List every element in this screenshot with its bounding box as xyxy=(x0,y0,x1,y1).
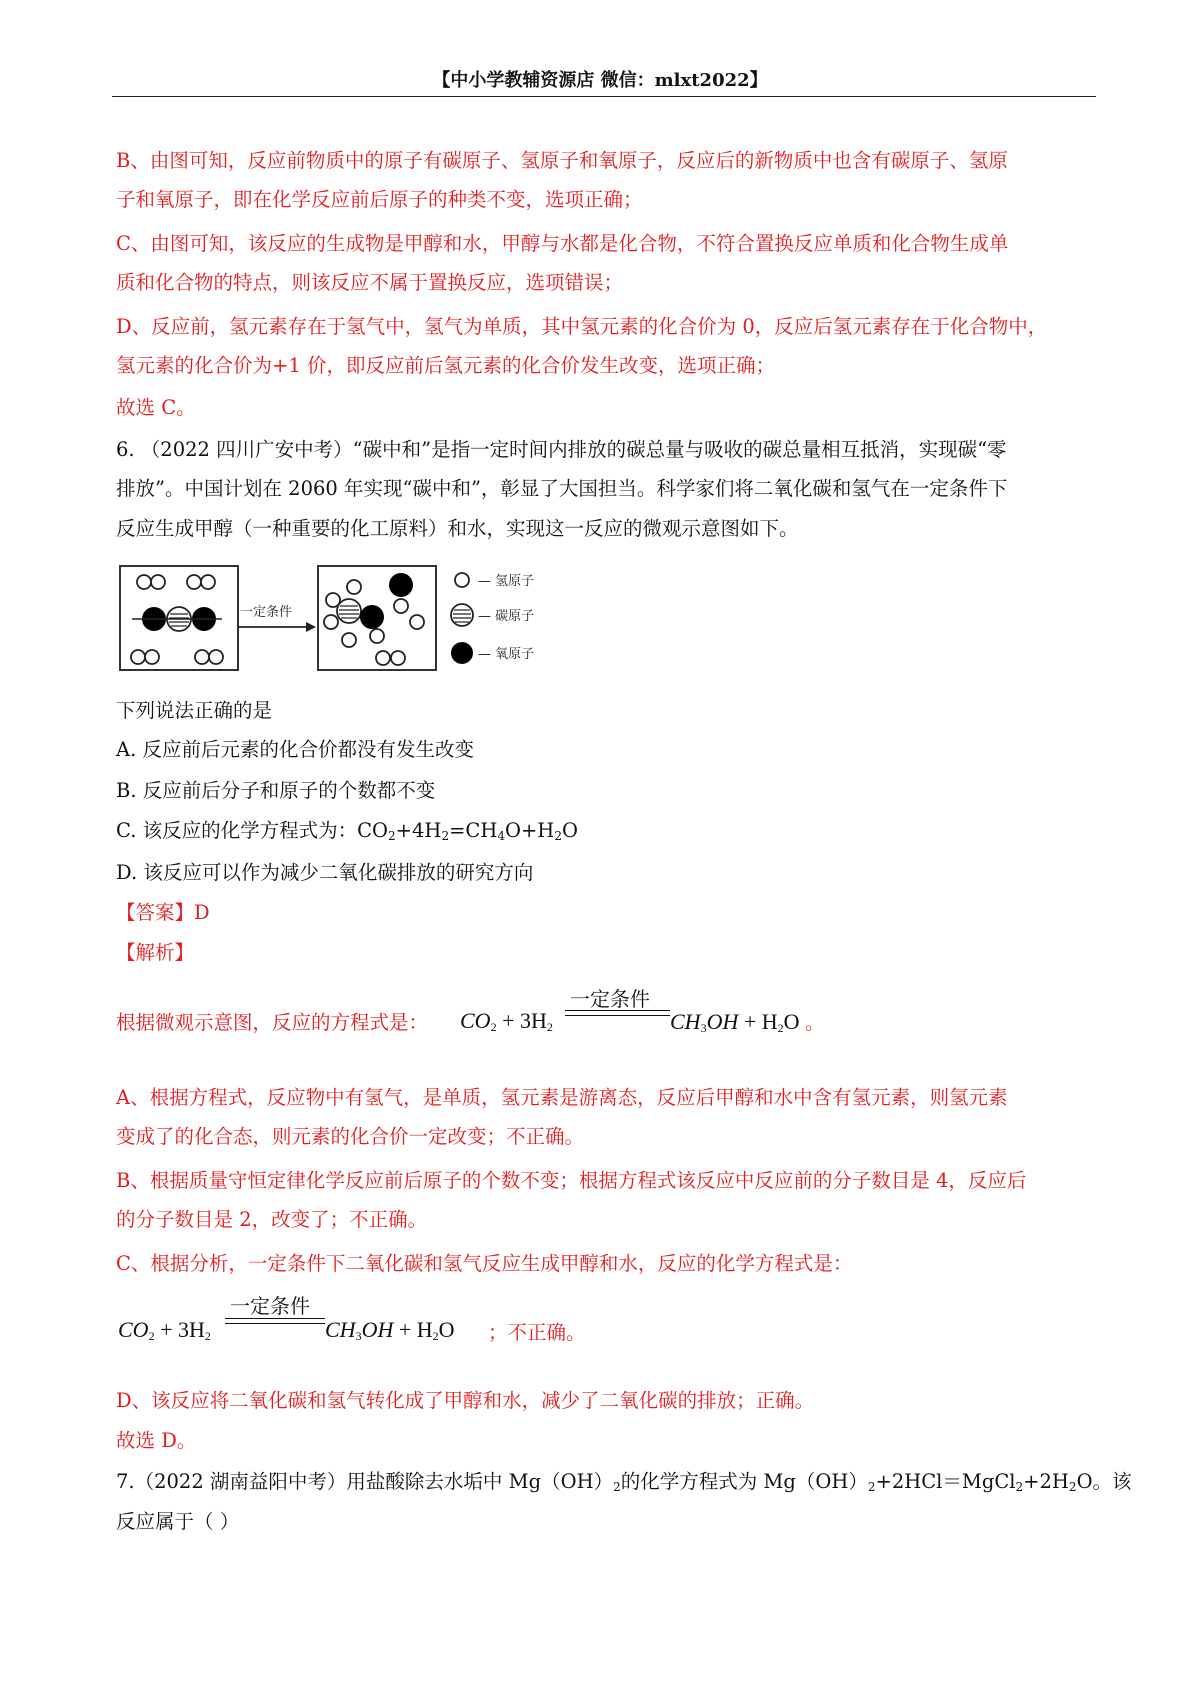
prev-analysis-line: 质和化合物的特点，则该反应不属于置换反应，选项错误； xyxy=(116,271,624,294)
equation-condition: 一定条件 xyxy=(230,1294,310,1318)
hydrogen-atom xyxy=(324,615,338,629)
analysis-line: B、根据质量守恒定律化学反应前后原子的个数不变；根据方程式该反应中反应前的分子数目是 4，反应后 xyxy=(116,1169,1027,1192)
analysis-label: 【解析】 xyxy=(116,941,195,964)
page-header: 【中小学教辅资源店 微信：mlxt2022】 xyxy=(432,70,768,91)
equation-reactants: $CO_2 + 3H_2$ xyxy=(460,1008,553,1034)
hydrogen-atom xyxy=(187,575,201,589)
option-c-verdict: ；不正确。 xyxy=(488,1321,586,1344)
reaction-micro-diagram xyxy=(118,560,608,675)
analysis-line: A、根据方程式，反应物中有氢气，是单质，氢元素是游离态，反应后甲醇和水中含有氢元素，则氢元素 xyxy=(116,1086,1008,1109)
hydrogen-atom xyxy=(151,575,165,589)
question-6-stem: 排放”。中国计划在 2060 年实现“碳中和”，彰显了大国担当。科学家们将二氧化碳和氢气在一定条件下 xyxy=(116,477,1008,500)
hydrogen-atom xyxy=(195,650,209,664)
question-6-stem: 6. （2022 四川广安中考）“碳中和”是指一定时间内排放的碳总量与吸收的碳总量相互抵消，实现碳“零 xyxy=(116,438,1007,461)
prev-analysis-line: 子和氧原子，即在化学反应前后原子的种类不变，选项正确； xyxy=(116,188,643,211)
equation-products: $CH_3OH + H_2O$ 。 xyxy=(670,1009,825,1035)
legend-hydrogen-icon xyxy=(455,573,469,587)
carbon-atom xyxy=(337,599,361,623)
equation-reactants: $CO_2 + 3H_2$ xyxy=(118,1317,211,1343)
answer-label: 【答案】 xyxy=(116,901,195,924)
analysis-d-line: D、该反应将二氧化碳和氢气转化成了甲醇和水，减少了二氧化碳的排放；正确。 xyxy=(116,1389,815,1412)
equation-double-line xyxy=(565,1010,670,1016)
analysis-line: 的分子数目是 2，改变了；不正确。 xyxy=(116,1208,428,1231)
arrow-condition: 一定条件 xyxy=(240,605,293,620)
answer-line xyxy=(116,900,210,926)
equation-condition: 一定条件 xyxy=(570,987,650,1011)
prev-analysis-line: C、由图可知，该反应的生成物是甲醇和水，甲醇与水都是化合物，不符合置换反应单质和化合物生成单 xyxy=(116,232,1009,255)
question-7-stem: 反应属于（ ） xyxy=(116,1510,240,1533)
question-6-stem: 反应生成甲醇（一种重要的化工原料）和水，实现这一反应的微观示意图如下。 xyxy=(116,517,799,540)
analysis-line: C、根据分析，一定条件下二氧化碳和氢气反应生成甲醇和水，反应的化学方程式是： xyxy=(116,1252,853,1275)
hydrogen-atom xyxy=(342,633,356,647)
header-divider xyxy=(112,96,1096,97)
legend-hydrogen-label: — 氢原子 xyxy=(478,574,535,589)
legend-carbon-icon xyxy=(451,604,473,626)
hydrogen-atom xyxy=(370,629,384,643)
analysis-intro: 根据微观示意图，反应的方程式是： xyxy=(116,1011,429,1034)
equation-products: $CH_3OH + H_2O$ xyxy=(325,1317,455,1343)
hydrogen-atom xyxy=(394,599,408,613)
hydrogen-atom xyxy=(145,650,159,664)
option-d: D. 该反应可以作为减少二氧化碳排放的研究方向 xyxy=(116,861,534,884)
option-a: A. 反应前后元素的化合价都没有发生改变 xyxy=(116,738,474,761)
prev-analysis-line: 氢元素的化合价为+1 价，即反应前后氢元素的化合价发生改变，选项正确； xyxy=(116,354,775,377)
oxygen-atom xyxy=(389,573,413,597)
prev-conclusion: 故选 C。 xyxy=(116,396,196,419)
question-7-stem: 7.（2022 湖南益阳中考）用盐酸除去水垢中 $Mg(OH)_2$的化学方程式为 $Mg(OH)_2+2HCl=MgCl_2+2H_2O$。该 xyxy=(116,1470,1132,1494)
hydrogen-atom xyxy=(391,651,405,665)
hydrogen-atom xyxy=(376,651,390,665)
equation-double-line xyxy=(225,1318,325,1324)
hydrogen-atom xyxy=(410,615,424,629)
analysis-line: 变成了的化合态，则元素的化合价一定改变；不正确。 xyxy=(116,1125,585,1148)
option-c: C. 该反应的化学方程式为：$CO_2+4H_2=CH_4O+H_2O$ xyxy=(116,819,578,843)
legend-oxygen-icon xyxy=(451,642,473,664)
hydrogen-atom xyxy=(209,650,223,664)
question-6-prompt: 下列说法正确的是 xyxy=(116,699,273,722)
hydrogen-atom xyxy=(201,575,215,589)
q6-conclusion: 故选 D。 xyxy=(116,1429,197,1452)
hydrogen-atom xyxy=(347,580,361,594)
oxygen-atom xyxy=(360,605,384,629)
legend-oxygen-label: — 氧原子 xyxy=(478,647,535,662)
answer-value: D xyxy=(194,901,210,924)
option-b: B. 反应前后分子和原子的个数都不变 xyxy=(116,779,436,802)
hydrogen-atom xyxy=(131,650,145,664)
prev-analysis-line: D、反应前，氢元素存在于氢气中，氢气为单质，其中氢元素的化合价为 0，反应后氢元素存在于化合物中， xyxy=(116,315,1048,338)
legend-carbon-label: — 碳原子 xyxy=(478,609,535,624)
prev-analysis-line: B、由图可知，反应前物质中的原子有碳原子、氢原子和氧原子，反应后的新物质中也含有碳原子、氢原 xyxy=(116,149,1008,172)
hydrogen-atom xyxy=(137,575,151,589)
